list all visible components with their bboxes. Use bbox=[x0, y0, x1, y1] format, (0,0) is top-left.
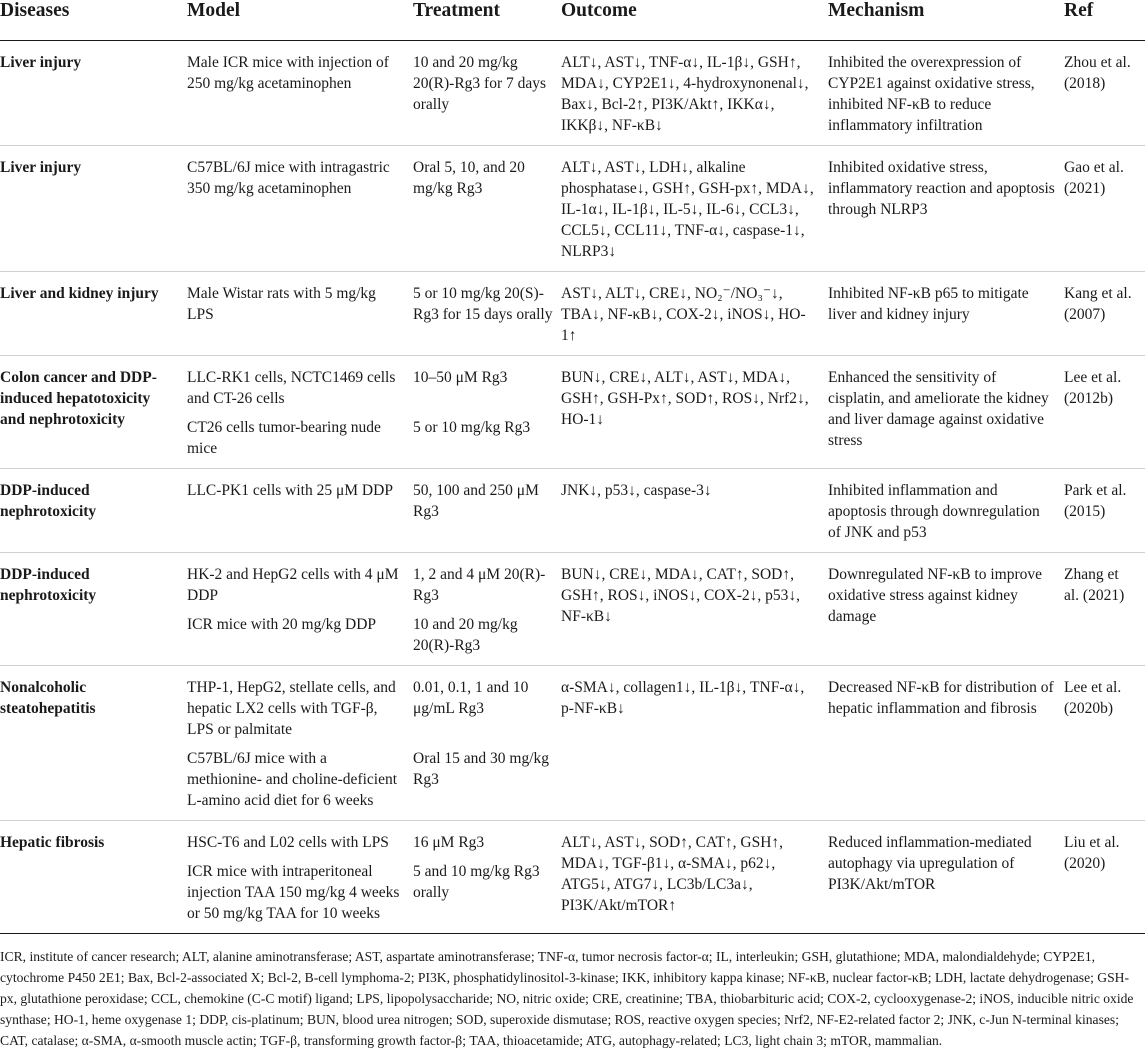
table-row bbox=[0, 553, 1145, 607]
disease-cell: Colon cancer and DDP-induced hepatotoxicity and nephrotoxicity bbox=[0, 356, 187, 469]
model-cell: C57BL/6J mice with intragastric 350 mg/kg acetaminophen bbox=[187, 146, 413, 272]
disease-cell: Hepatic fibrosis bbox=[0, 821, 187, 934]
header-ref: Ref bbox=[1064, 0, 1145, 41]
model-cell: C57BL/6J mice with a methionine- and choline-deficient L-amino acid diet for 6 weeks bbox=[187, 740, 413, 821]
treatment-cell: 10 and 20 mg/kg 20(R)-Rg3 bbox=[413, 606, 561, 666]
disease-cell: DDP-induced nephrotoxicity bbox=[0, 469, 187, 553]
ref-cell: Lee et al. (2012b) bbox=[1064, 356, 1145, 469]
treatment-cell: Oral 15 and 30 mg/kg Rg3 bbox=[413, 740, 561, 821]
ref-cell: Zhou et al. (2018) bbox=[1064, 41, 1145, 146]
treatment-cell: Oral 5, 10, and 20 mg/kg Rg3 bbox=[413, 146, 561, 272]
treatment-cell: 10–50 μM Rg3 bbox=[413, 369, 508, 386]
disease-cell: Liver injury bbox=[0, 41, 187, 146]
treatment-cell: 10 and 20 mg/kg 20(R)-Rg3 for 7 days orally bbox=[413, 41, 561, 146]
table-row bbox=[0, 666, 1145, 741]
treatment-cell: 5 or 10 mg/kg 20(S)-Rg3 for 15 days orally bbox=[413, 272, 561, 356]
outcome-cell: BUN↓, CRE↓, MDA↓, CAT↑, SOD↑, GSH↑, ROS↓, iNOS↓, COX-2↓, p53↓, NF-κB↓ bbox=[561, 553, 828, 666]
table-row bbox=[0, 146, 1145, 272]
mechanism-cell: Inhibited NF-κB p65 to mitigate liver and kidney injury bbox=[828, 272, 1064, 356]
table-row bbox=[0, 41, 1145, 146]
model-cell: ICR mice with 20 mg/kg DDP bbox=[187, 606, 413, 666]
ref-cell: Zhang et al. (2021) bbox=[1064, 553, 1145, 666]
model-cell: ICR mice with intraperitoneal injection TAA 150 mg/kg 4 weeks or 50 mg/kg TAA for 10 weeks bbox=[187, 853, 413, 934]
mechanism-cell: Inhibited oxidative stress, inflammatory reaction and apoptosis through NLRP3 bbox=[828, 146, 1064, 272]
treatment-cell: 5 or 10 mg/kg Rg3 bbox=[413, 409, 561, 469]
ref-cell: Park et al. (2015) bbox=[1064, 469, 1145, 553]
model-cell: Male Wistar rats with 5 mg/kg LPS bbox=[187, 272, 413, 356]
model-cell: HK-2 and HepG2 cells with 4 μM DDP bbox=[187, 566, 399, 604]
model-cell: CT26 cells tumor-bearing nude mice bbox=[187, 409, 413, 469]
mechanism-cell: Enhanced the sensitivity of cisplatin, and ameliorate the kidney and liver damage against oxidative stress bbox=[828, 356, 1064, 469]
ref-cell: Liu et al. (2020) bbox=[1064, 821, 1145, 934]
model-cell: HSC-T6 and L02 cells with LPS bbox=[187, 834, 389, 851]
table-row bbox=[0, 272, 1145, 356]
outcome-cell: α-SMA↓, collagen1↓, IL-1β↓, TNF-α↓, p-NF-κB↓ bbox=[561, 666, 828, 821]
outcome-cell: ALT↓, AST↓, TNF-α↓, IL-1β↓, GSH↑, MDA↓, CYP2E1↓, 4-hydroxynonenal↓, Bax↓, Bcl-2↑, PI3K/Akt↑, IKKα↓, IKKβ↓, NF-κB↓ bbox=[561, 41, 828, 146]
model-cell: LLC-RK1 cells, NCTC1469 cells and CT-26 cells bbox=[187, 369, 396, 407]
treatment-cell: 16 μM Rg3 bbox=[413, 834, 485, 851]
treatment-cell: 5 and 10 mg/kg Rg3 orally bbox=[413, 853, 561, 934]
mechanism-cell: Downregulated NF-κB to improve oxidative stress against kidney damage bbox=[828, 553, 1064, 666]
model-cell: LLC-PK1 cells with 25 μM DDP bbox=[187, 469, 413, 553]
ref-cell: Gao et al. (2021) bbox=[1064, 146, 1145, 272]
ref-cell: Kang et al. (2007) bbox=[1064, 272, 1145, 356]
abbreviations-footnote: ICR, institute of cancer research; ALT, alanine aminotransferase; AST, aspartate aminotransferase; TNF-α, tumor necrosis factor-α; IL, interleukin; GSH, glutathione; MDA, malondialdehyde; CYP2E1, cytochrome P450 2E1; Bax, Bcl-2-associated X; Bcl-2, B-cell lymphoma-2; PI3K, phosphatidylinositol-3-kinase; IKK, inhibitory kappa kinase; NF-κB, nuclear factor-κB; LDH, lactate dehydrogenase; GSH-px, glutathione peroxidase; CCL, chemokine (C-C motif) ligand; LPS, lipopolysaccharide; NO, nitric oxide; CRE, creatinine; TBA, thiobarbituric acid; COX-2, cyclooxygenase-2; iNOS, inducible nitric oxide synthase; HO-1, heme oxygenase 1; DDP, cis-platinum; BUN, blood urea nitrogen; SOD, superoxide dismutase; ROS, reactive oxygen species; Nrf2, NF-E2-related factor 2; JNK, c-Jun N-terminal kinases; CAT, catalase; α-SMA, α-smooth muscle actin; TGF-β, transforming growth factor-β; TAA, thioacetamide; ATG, autophagy-related; LC3, light chain 3; mTOR, mammalian. bbox=[0, 949, 1134, 1048]
disease-cell: Liver and kidney injury bbox=[0, 272, 187, 356]
outcome-cell: JNK↓, p53↓, caspase-3↓ bbox=[561, 469, 828, 553]
outcome-cell: AST↓, ALT↓, CRE↓, NO₂⁻/NO₃⁻↓, TBA↓, NF-κB↓, COX-2↓, iNOS↓, HO-1↑ bbox=[561, 272, 828, 356]
ref-cell: Lee et al. (2020b) bbox=[1064, 666, 1145, 821]
mechanism-cell: Inhibited the overexpression of CYP2E1 against oxidative stress, inhibited NF-κB to reduce inflammatory infiltration bbox=[828, 41, 1064, 146]
table-row bbox=[0, 821, 1145, 854]
disease-cell: DDP-induced nephrotoxicity bbox=[0, 553, 187, 666]
treatment-cell: 50, 100 and 250 μM Rg3 bbox=[413, 469, 561, 553]
treatment-cell: 1, 2 and 4 μM 20(R)-Rg3 bbox=[413, 566, 546, 604]
disease-cell: Nonalcoholic steatohepatitis bbox=[0, 666, 187, 821]
disease-cell: Liver injury bbox=[0, 146, 187, 272]
treatment-cell: 0.01, 0.1, 1 and 10 μg/mL Rg3 bbox=[413, 679, 529, 717]
mechanism-cell: Decreased NF-κB for distribution of hepatic inflammation and fibrosis bbox=[828, 666, 1064, 821]
table-row bbox=[0, 469, 1145, 553]
header-outcome: Outcome bbox=[561, 0, 828, 41]
header-diseases: Diseases bbox=[0, 0, 187, 41]
header-row bbox=[0, 0, 1145, 41]
table-row bbox=[0, 356, 1145, 410]
header-model: Model bbox=[187, 0, 413, 41]
model-cell: THP-1, HepG2, stellate cells, and hepatic LX2 cells with TGF-β, LPS or palmitate bbox=[187, 679, 396, 738]
outcome-cell: BUN↓, CRE↓, ALT↓, AST↓, MDA↓, GSH↑, GSH-Px↑, SOD↑, ROS↓, Nrf2↓, HO-1↓ bbox=[561, 356, 828, 469]
header-treatment: Treatment bbox=[413, 0, 561, 41]
model-cell: Male ICR mice with injection of 250 mg/kg acetaminophen bbox=[187, 41, 413, 146]
outcome-cell: ALT↓, AST↓, SOD↑, CAT↑, GSH↑, MDA↓, TGF-β1↓, α-SMA↓, p62↓, ATG5↓, ATG7↓, LC3b/LC3a↓, PI3K/Akt/mTOR↑ bbox=[561, 821, 828, 934]
header-mechanism: Mechanism bbox=[828, 0, 1064, 41]
mechanism-cell: Inhibited inflammation and apoptosis through downregulation of JNK and p53 bbox=[828, 469, 1064, 553]
mechanism-cell: Reduced inflammation-mediated autophagy via upregulation of PI3K/Akt/mTOR bbox=[828, 821, 1064, 934]
outcome-cell: ALT↓, AST↓, LDH↓, alkaline phosphatase↓, GSH↑, GSH-px↑, MDA↓, IL-1α↓, IL-1β↓, IL-5↓, IL-6↓, CCL3↓, CCL5↓, CCL11↓, TNF-α↓, caspase-1↓, NLRP3↓ bbox=[561, 146, 828, 272]
